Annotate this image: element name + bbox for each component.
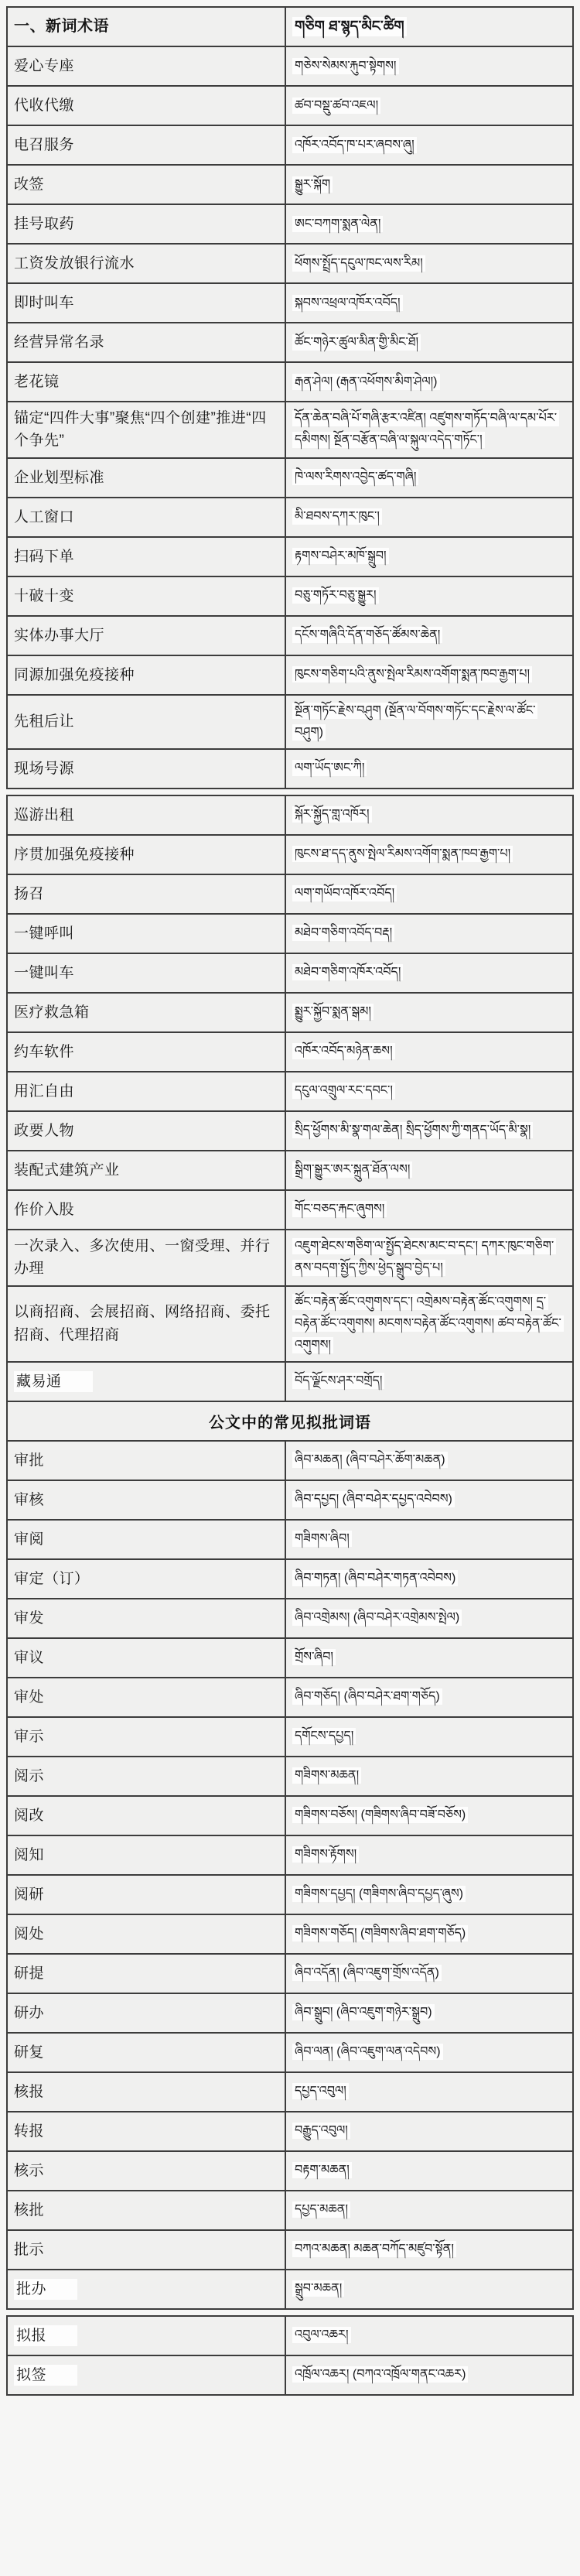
chinese-term-cell	[7, 1480, 285, 1520]
table-row	[7, 993, 573, 1032]
tibetan-term-cell	[285, 1678, 573, 1717]
tibetan-term-cell	[285, 749, 573, 789]
table-row	[7, 1032, 573, 1072]
chinese-term-cell	[7, 1151, 285, 1190]
tibetan-term-cell	[285, 1111, 573, 1151]
tibetan-term-cell	[285, 1441, 573, 1480]
chinese-term-text: 审批	[14, 1452, 45, 1469]
chinese-term-cell	[7, 1362, 285, 1401]
tibetan-term-text: དཔྱད་འབུལ།	[292, 2083, 349, 2099]
chinese-term-text: 阅处	[14, 1925, 45, 1942]
table-row	[7, 204, 573, 244]
tibetan-term-cell	[285, 362, 573, 402]
tibetan-term-text: འཁོར་འབོད་ཁ་པར་ཞབས་ཞུ།	[292, 137, 417, 153]
chinese-term-cell	[7, 1678, 285, 1717]
tibetan-term-text: ཞིབ་གཏན། (ཞིབ་བཤེར་གཏན་འབེབས)	[292, 1570, 458, 1586]
table-row	[7, 362, 573, 402]
table-row	[7, 1835, 573, 1875]
tibetan-term-text: འབུལ་འཆར།	[292, 2327, 351, 2343]
chinese-term-text: 人工窗口	[14, 508, 75, 525]
table-row	[7, 1072, 573, 1111]
table-row	[7, 1230, 573, 1286]
table-row	[7, 1401, 573, 1441]
table-row	[7, 1599, 573, 1638]
chinese-term-text: 扫码下单	[14, 548, 75, 565]
tibetan-term-text: གཅེས་སེམས་རྐུབ་སྟེགས།	[292, 58, 399, 74]
chinese-term-cell	[7, 1954, 285, 1993]
table-row	[7, 655, 573, 695]
tibetan-term-text: མཐེབ་གཅིག་འཁོར་འབོད།	[292, 964, 403, 980]
tibetan-term-text: འཇུག་ཐེངས་གཅིག་ལ་སྤྱོད་ཐེངས་མང་བ་དང་། དཀར་ཁུང་གཅིག་ནས་བདག་སྤྱོད་ཀྱིས་ཕྱེད་སྒྲུབ་བྱེད་པ།	[292, 1238, 556, 1276]
table-row	[7, 7, 573, 46]
tibetan-term-text: གཟིགས་ཞིབ།	[292, 1531, 352, 1547]
chinese-term-cell	[7, 616, 285, 655]
tibetan-term-cell	[285, 914, 573, 953]
chinese-term-cell	[7, 576, 285, 616]
tibetan-term-text: ཚབ་བསྡུ་ཚབ་འཇལ།	[292, 97, 380, 114]
chinese-term-cell	[7, 2270, 285, 2309]
table-row	[7, 1914, 573, 1954]
tibetan-term-text: སྒྲུབ་མཆན།	[292, 2280, 344, 2297]
chinese-term-text: 代收代缴	[14, 97, 75, 114]
tibetan-term-text: ཚོང་གཉེར་ཚུལ་མིན་གྱི་མིང་ཐོ།	[292, 334, 421, 351]
tibetan-term-cell	[285, 537, 573, 576]
tibetan-term-text: དངུལ་འགྲུལ་རང་དབང་།	[292, 1083, 395, 1099]
chinese-term-text: 工资发放银行流水	[14, 255, 135, 272]
tibetan-term-text: ཁུངས་གཅིག་པའི་ནུས་སྤེལ་རིམས་འགོག་སྨན་ཁབ་རྒྱག་པ།	[292, 666, 532, 682]
table-row	[7, 1151, 573, 1190]
chinese-term-cell	[7, 655, 285, 695]
tibetan-term-cell	[285, 46, 573, 86]
table-row	[7, 498, 573, 537]
chinese-term-text: 阅知	[14, 1846, 45, 1863]
tibetan-term-text: བཅུ་གཏོར་བཅུ་སྒྱུར།	[292, 587, 379, 604]
tibetan-term-text: ཞིབ་སྒྲུབ། (ཞིབ་འཇུག་གཉེར་སྒྲུབ)	[292, 2004, 435, 2020]
table-row	[7, 2033, 573, 2072]
tibetan-term-cell	[285, 458, 573, 498]
tibetan-term-text: སྔོན་གཏོང་རྗེས་བཤུག (སྔོན་ལ་བོགས་གཏོང་དང་རྗེས་ལ་ཚོང་བཤུག)	[292, 703, 537, 741]
tibetan-term-cell	[285, 616, 573, 655]
tibetan-term-cell	[285, 1914, 573, 1954]
chinese-term-text: 审核	[14, 1491, 45, 1508]
tibetan-term-cell	[285, 1362, 573, 1401]
chinese-term-cell	[7, 1638, 285, 1678]
chinese-term-cell	[7, 1599, 285, 1638]
chinese-term-cell	[7, 1875, 285, 1914]
tibetan-term-cell	[285, 1757, 573, 1796]
tibetan-term-cell	[285, 874, 573, 914]
chinese-term-text: 审发	[14, 1610, 45, 1627]
tibetan-term-cell	[285, 1480, 573, 1520]
chinese-term-text: 扬召	[14, 885, 45, 902]
table-row	[7, 1520, 573, 1559]
chinese-term-cell	[7, 835, 285, 874]
tibetan-term-cell	[285, 1520, 573, 1559]
tibetan-term-text: རྟགས་བཤེར་མཁོ་སྒྲུབ།	[292, 548, 389, 564]
chinese-term-cell	[7, 749, 285, 789]
table-row	[7, 1362, 573, 1401]
chinese-term-cell	[7, 244, 285, 283]
chinese-term-text: 锚定“四件大事”聚焦“四个创建”推进“四个争先”	[14, 410, 267, 450]
chinese-term-text: 批办	[14, 2279, 77, 2300]
chinese-term-text: 老花镜	[14, 373, 60, 390]
table-row	[7, 2151, 573, 2191]
chinese-term-cell	[7, 795, 285, 835]
chinese-term-text: 实体办事大厅	[14, 627, 105, 644]
tibetan-term-cell	[285, 1151, 573, 1190]
tibetan-term-text: བོད་ལྗོངས་ཤར་བགྲོད།	[292, 1373, 384, 1389]
chinese-term-text: 巡游出租	[14, 806, 75, 823]
tibetan-term-cell	[285, 2151, 573, 2191]
chinese-term-text: 以商招商、会展招商、网络招商、委托招商、代理招商	[14, 1304, 271, 1343]
table-row	[7, 402, 573, 458]
table-row	[7, 576, 573, 616]
table-row	[7, 2191, 573, 2230]
chinese-term-text: 审处	[14, 1688, 45, 1705]
tibetan-term-text: བརྟག་མཆན།	[292, 2162, 352, 2178]
table-row	[7, 1559, 573, 1599]
table-row	[7, 914, 573, 953]
tibetan-term-text: ཞིབ་འགྲེམས། (ཞིབ་བཤེར་འགྲེམས་སྤེལ)	[292, 1610, 462, 1626]
term-tables	[6, 6, 574, 2396]
chinese-term-cell	[7, 695, 285, 749]
tibetan-term-text: རྒན་ཤེལ། (རྒན་འཕོགས་མིག་ཤེལ།)	[292, 374, 440, 390]
tibetan-term-text: ལག་ཡོད་ཨང་ཀི།	[292, 760, 367, 776]
chinese-term-cell	[7, 204, 285, 244]
tibetan-term-cell	[285, 125, 573, 165]
tibetan-term-cell	[285, 993, 573, 1032]
chinese-term-cell	[7, 993, 285, 1032]
tibetan-term-cell	[285, 2072, 573, 2112]
tibetan-term-text: སྨྱུར་སྐྱོབ་སྨན་སྒམ།	[292, 1004, 374, 1020]
tibetan-term-cell	[285, 1835, 573, 1875]
chinese-term-text: 一次录入、多次使用、一窗受理、并行办理	[14, 1237, 271, 1278]
tibetan-term-cell	[285, 7, 573, 46]
table-row	[7, 795, 573, 835]
chinese-term-cell	[7, 874, 285, 914]
chinese-term-cell	[7, 1757, 285, 1796]
tibetan-term-cell	[285, 165, 573, 204]
table-row	[7, 1638, 573, 1678]
table-row	[7, 1441, 573, 1480]
tibetan-term-cell	[285, 1286, 573, 1362]
chinese-term-text: 研办	[14, 2004, 45, 2021]
tibetan-term-text: དཔྱད་མཆན།	[292, 2201, 350, 2218]
tibetan-term-text: གཅིག ཐ་སྙད་མིང་ཚིག	[292, 17, 407, 36]
tibetan-term-cell	[285, 2112, 573, 2151]
table-row	[7, 1111, 573, 1151]
table-row	[7, 874, 573, 914]
chinese-term-text: 拟报	[14, 2325, 77, 2346]
table-row	[7, 1190, 573, 1230]
chinese-term-text: 审定（订）	[14, 1570, 90, 1587]
chinese-term-text: 作价入股	[14, 1201, 75, 1218]
chinese-term-cell	[7, 1993, 285, 2033]
chinese-term-text: 核批	[14, 2201, 45, 2219]
chinese-term-text: 核示	[14, 2162, 45, 2179]
chinese-term-cell	[7, 537, 285, 576]
chinese-term-cell	[7, 2355, 285, 2395]
tibetan-term-text: འཁོར་འབོད་མཉེན་ཆས།	[292, 1043, 395, 1059]
tibetan-term-cell	[285, 2033, 573, 2072]
tibetan-term-text: སྲིད་ཕྱོགས་མི་སྣ་གལ་ཆེན། སྲིད་ཕྱོགས་ཀྱི་གནད་ཡོད་མི་སྣ།	[292, 1122, 533, 1138]
chinese-term-text: 现场号源	[14, 760, 75, 777]
table-row	[7, 458, 573, 498]
chinese-term-text: 研复	[14, 2044, 45, 2061]
table-row	[7, 46, 573, 86]
tibetan-term-cell	[285, 1072, 573, 1111]
tibetan-term-text: གཟིགས་མཆན།	[292, 1767, 361, 1784]
chinese-term-cell	[7, 2112, 285, 2151]
chinese-term-cell	[7, 2191, 285, 2230]
tibetan-term-cell	[285, 1559, 573, 1599]
tibetan-term-cell	[285, 86, 573, 125]
tibetan-term-text: གྲོས་ཞིབ།	[292, 1649, 336, 1665]
chinese-term-text: 政要人物	[14, 1122, 75, 1139]
chinese-term-cell	[7, 1230, 285, 1286]
table-row	[7, 1954, 573, 1993]
table-row	[7, 1796, 573, 1835]
chinese-term-text: 批示	[14, 2241, 45, 2258]
chinese-term-text: 医疗救急箱	[14, 1004, 90, 1021]
chinese-term-cell	[7, 1072, 285, 1111]
tibetan-term-text: ཞིབ་གཅོད། (ཞིབ་བཤེར་ཐག་གཅོད)	[292, 1688, 442, 1705]
tibetan-term-cell	[285, 323, 573, 362]
table-row	[7, 695, 573, 749]
table-row	[7, 1678, 573, 1717]
chinese-term-cell	[7, 953, 285, 993]
chinese-term-cell	[7, 2151, 285, 2191]
table-row	[7, 835, 573, 874]
tibetan-term-cell	[285, 402, 573, 458]
chinese-term-text: 阅示	[14, 1767, 45, 1784]
chinese-term-cell	[7, 1835, 285, 1875]
table-row	[7, 2270, 573, 2309]
chinese-term-cell	[7, 86, 285, 125]
chinese-term-cell	[7, 2316, 285, 2355]
table-block	[6, 6, 574, 789]
tibetan-term-text: སྐོར་སྐྱོད་གླ་འཁོར།	[292, 806, 372, 823]
chinese-term-text: 先租后让	[14, 713, 75, 730]
chinese-term-cell	[7, 165, 285, 204]
tibetan-term-text: ཨང་བཀག་སྨན་ལེན།	[292, 216, 383, 232]
chinese-term-text: 序贯加强免疫接种	[14, 846, 135, 863]
chinese-term-cell	[7, 2230, 285, 2270]
tibetan-term-cell	[285, 1032, 573, 1072]
chinese-term-text: 装配式建筑产业	[14, 1161, 120, 1179]
chinese-term-text: 审示	[14, 1728, 45, 1745]
table-block	[6, 2315, 574, 2396]
tibetan-term-text: སྒྲིག་སྒྱུར་ཨར་སྐྲུན་ཐོན་ལས།	[292, 1161, 412, 1178]
chinese-term-text: 审议	[14, 1649, 45, 1666]
table-row	[7, 1875, 573, 1914]
chinese-term-text: 一键呼叫	[14, 925, 75, 942]
tibetan-term-text: ཞིབ་དཔྱད། (ཞིབ་བཤེར་དཔྱད་འབེབས)	[292, 1491, 455, 1507]
table-row	[7, 1757, 573, 1796]
table-row	[7, 1286, 573, 1362]
chinese-term-text: 挂号取药	[14, 215, 75, 232]
chinese-term-cell	[7, 1559, 285, 1599]
chinese-term-cell	[7, 362, 285, 402]
tibetan-term-cell	[285, 953, 573, 993]
table-row	[7, 1480, 573, 1520]
chinese-term-cell	[7, 1286, 285, 1362]
tibetan-term-cell	[285, 2191, 573, 2230]
chinese-term-cell	[7, 458, 285, 498]
tibetan-term-text: གཟིགས་གཅོད། (གཟིགས་ཞིབ་ཐག་གཅོད)	[292, 1925, 468, 1941]
chinese-term-cell	[7, 323, 285, 362]
table-block	[6, 795, 574, 2310]
chinese-term-text: 十破十变	[14, 587, 75, 604]
table-row	[7, 165, 573, 204]
table-row	[7, 2230, 573, 2270]
chinese-term-text: 审阅	[14, 1531, 45, 1548]
tibetan-term-text: གོང་བཅད་རྐང་ཞུགས།	[292, 1201, 387, 1217]
chinese-term-text: 经营异常名录	[14, 334, 105, 351]
tibetan-term-cell	[285, 2355, 573, 2395]
chinese-term-text: 一键叫车	[14, 964, 75, 981]
tibetan-term-text: དངོས་གཞིའི་དོན་གཅོད་ཚོམས་ཆེན།	[292, 627, 442, 643]
chinese-term-text: 用汇自由	[14, 1083, 75, 1100]
chinese-term-cell	[7, 125, 285, 165]
tibetan-term-cell	[285, 1599, 573, 1638]
table-row	[7, 1717, 573, 1757]
tibetan-term-text: ཞིབ་མཆན། (ཞིབ་བཤེར་ཆོག་མཆན)	[292, 1452, 448, 1468]
tibetan-term-text: ཚོང་བརྟེན་ཚོང་འགུགས་དང་། འགྲེམས་བརྟེན་ཚོང་འགུགས། དྲ་བརྟེན་ཚོང་འགུགས། མངགས་བརྟེན་ཚོང་འགུགས། ཚབ་བརྟེན་ཚོང་འགུགས།	[292, 1294, 564, 1353]
chinese-term-cell	[7, 914, 285, 953]
tibetan-term-cell	[285, 1993, 573, 2033]
tibetan-term-cell	[285, 2230, 573, 2270]
table-row	[7, 2355, 573, 2395]
tibetan-term-text: གཟིགས་དཔྱད། (གཟིགས་ཞིབ་དཔྱད་ཞུས)	[292, 1886, 466, 1902]
chinese-term-text: 企业划型标准	[14, 469, 105, 486]
tibetan-term-text: སྐབས་འཕྲལ་འཁོར་འབོད།	[292, 295, 403, 311]
chinese-term-cell	[7, 1717, 285, 1757]
chinese-term-text: 改签	[14, 176, 45, 193]
chinese-term-text: 阅研	[14, 1886, 45, 1903]
chinese-term-cell	[7, 46, 285, 86]
chinese-term-cell	[7, 1520, 285, 1559]
tibetan-term-cell	[285, 283, 573, 323]
tibetan-term-cell	[285, 1190, 573, 1230]
tibetan-term-cell	[285, 1638, 573, 1678]
chinese-term-cell	[7, 1111, 285, 1151]
tibetan-term-cell	[285, 1954, 573, 1993]
tibetan-term-cell	[285, 498, 573, 537]
chinese-term-cell	[7, 1914, 285, 1954]
chinese-term-text: 电召服务	[14, 136, 75, 153]
tibetan-term-cell	[285, 1796, 573, 1835]
tibetan-term-cell	[285, 1717, 573, 1757]
tibetan-term-text: གཟིགས་བཅོས། (གཟིགས་ཞིབ་བཟོ་བཅོས)	[292, 1807, 468, 1823]
tibetan-term-cell	[285, 1875, 573, 1914]
table-row	[7, 125, 573, 165]
section-header: 公文中的常见拟批词语	[7, 1401, 573, 1441]
chinese-term-text: 一、新词术语	[14, 18, 109, 35]
tibetan-term-cell	[285, 655, 573, 695]
chinese-term-text: 拟签	[14, 2365, 77, 2386]
tibetan-term-text: དགོངས་དཔྱད།	[292, 1728, 356, 1744]
tibetan-term-cell	[285, 204, 573, 244]
chinese-term-text: 同源加强免疫接种	[14, 666, 135, 683]
chinese-term-cell	[7, 1796, 285, 1835]
table-row	[7, 86, 573, 125]
tibetan-term-text: ཁེ་ལས་རིགས་འབྱེད་ཚད་གཞི།	[292, 469, 418, 485]
chinese-term-text: 爱心专座	[14, 57, 75, 74]
tibetan-term-text: མི་ཐབས་དཀར་ཁུང་།	[292, 508, 382, 525]
table-row	[7, 2316, 573, 2355]
table-row	[7, 244, 573, 283]
chinese-term-text: 即时叫车	[14, 294, 75, 311]
tibetan-term-cell	[285, 576, 573, 616]
tibetan-term-cell	[285, 244, 573, 283]
tibetan-term-text: དོན་ཆེན་བཞི་པོ་གཞི་རྩར་འཛིན། འཛུགས་གཏོད་བཞི་ལ་དམ་པོར་དམིགས། སྔོན་བརྩོན་བཞི་ལ་སྐུལ་འདེད་གཏོང་།	[292, 410, 559, 448]
chinese-term-cell	[7, 1190, 285, 1230]
chinese-term-text: 藏易通	[14, 1371, 93, 1392]
table-row	[7, 2072, 573, 2112]
tibetan-term-cell	[285, 695, 573, 749]
table-row	[7, 953, 573, 993]
table-row	[7, 323, 573, 362]
tibetan-term-cell	[285, 2316, 573, 2355]
tibetan-term-cell	[285, 835, 573, 874]
tibetan-term-text: གཟིགས་རྟོགས།	[292, 1846, 359, 1863]
chinese-term-cell	[7, 283, 285, 323]
tibetan-term-text: ཞིབ་ལན། (ཞིབ་འཇུག་ལན་འདེབས)	[292, 2044, 443, 2060]
chinese-term-cell	[7, 498, 285, 537]
chinese-term-cell	[7, 1032, 285, 1072]
table-row	[7, 537, 573, 576]
tibetan-term-text: ཁུངས་ཐ་དད་ནུས་སྤེལ་རིམས་འགོག་སྨན་ཁབ་རྒྱག་པ།	[292, 846, 513, 862]
tibetan-term-text: བརྒྱུད་འབུལ།	[292, 2123, 350, 2139]
table-row	[7, 616, 573, 655]
table-row	[7, 283, 573, 323]
chinese-term-cell	[7, 7, 285, 46]
chinese-term-cell	[7, 2072, 285, 2112]
tibetan-term-text: ལག་གཡོབ་འཁོར་འབོད།	[292, 885, 397, 901]
chinese-term-text: 转报	[14, 2123, 45, 2140]
tibetan-term-cell	[285, 1230, 573, 1286]
tibetan-term-text: མཐེབ་གཅིག་འབོད་བརྡ།	[292, 925, 394, 941]
tibetan-term-cell	[285, 2270, 573, 2309]
chinese-term-text: 核报	[14, 2083, 45, 2100]
table-row	[7, 2112, 573, 2151]
chinese-term-text: 约车软件	[14, 1043, 75, 1060]
tibetan-term-text: སྒྱུར་སྐོག	[292, 176, 333, 193]
chinese-term-text: 研提	[14, 1965, 45, 1982]
table-row	[7, 749, 573, 789]
tibetan-term-text: ཕོགས་སྤྲོད་དངུལ་ཁང་ལས་རིམ།	[292, 255, 425, 272]
tibetan-term-text: བཀའ་མཆན། མཆན་བཀོད་མཛུབ་སྟོན།	[292, 2241, 456, 2257]
tibetan-term-cell	[285, 795, 573, 835]
tibetan-term-text: ཞིབ་འདོན། (ཞིབ་འཇུག་གྲོས་འདོན)	[292, 1965, 442, 1981]
table-row	[7, 1993, 573, 2033]
chinese-term-cell	[7, 402, 285, 458]
chinese-term-cell	[7, 1441, 285, 1480]
tibetan-term-text: འཁྲོལ་འཆར། (བཀའ་འཁྲོལ་གནང་འཆར)	[292, 2366, 468, 2383]
chinese-term-text: 阅改	[14, 1807, 45, 1824]
chinese-term-cell	[7, 2033, 285, 2072]
